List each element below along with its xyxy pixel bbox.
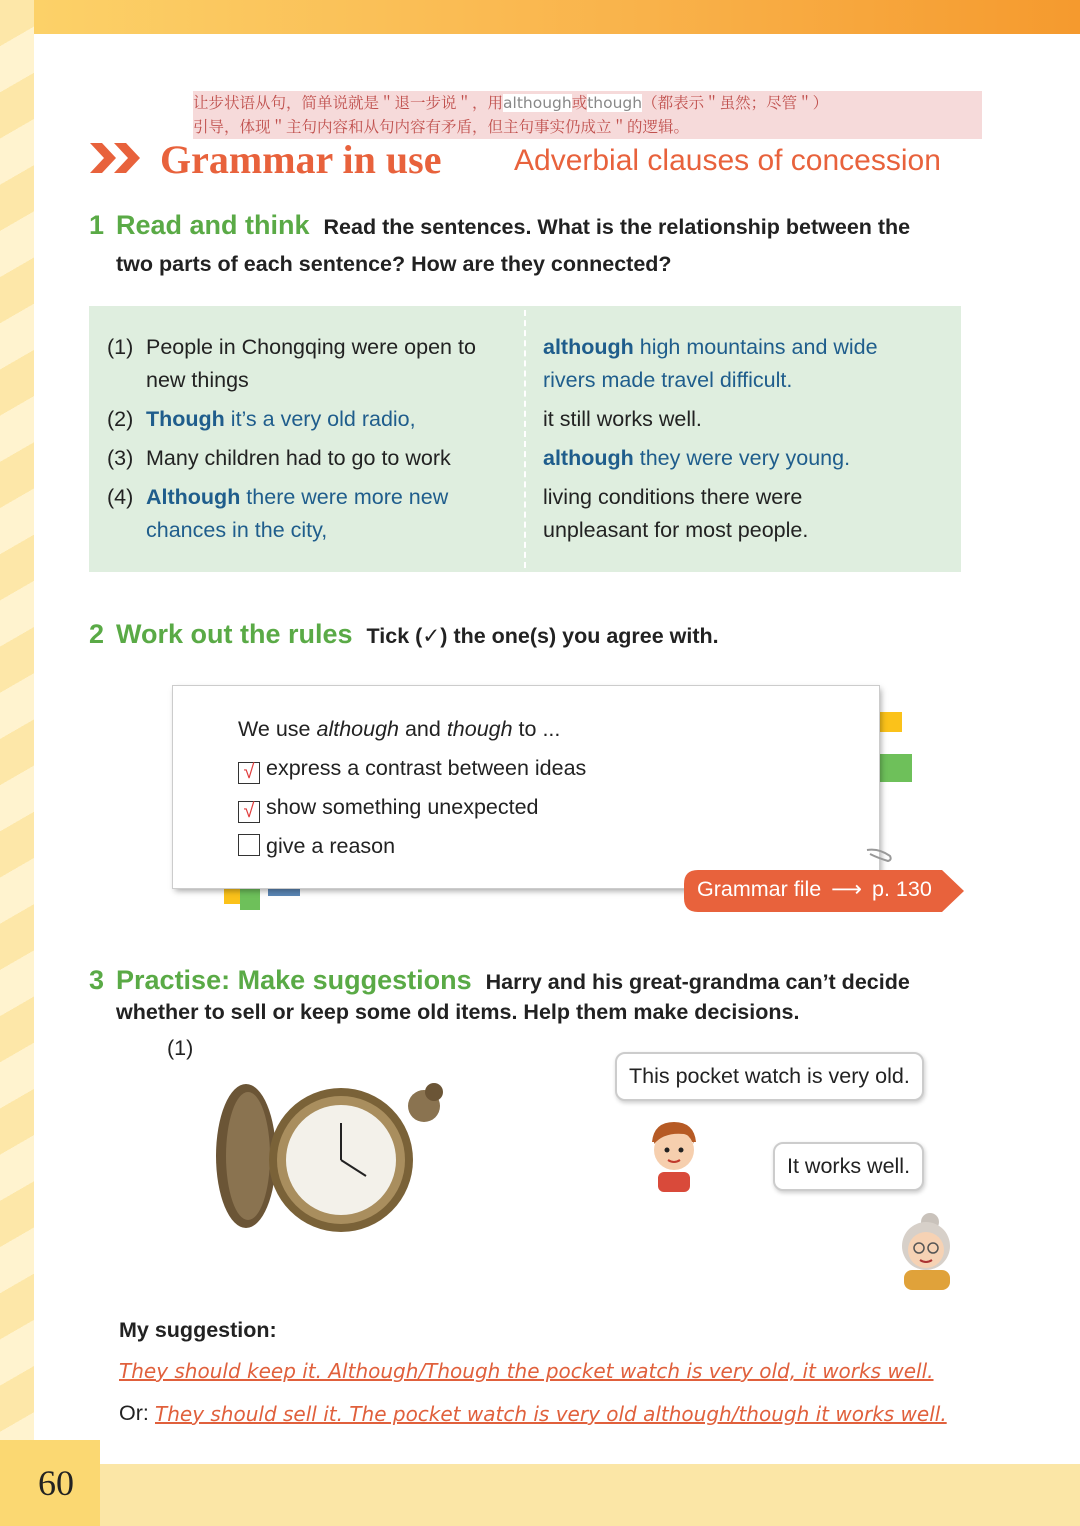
exercise-instruction-2: whether to sell or keep some old items. Help them make decisions. — [116, 1000, 800, 1024]
rule-option[interactable] — [238, 756, 586, 784]
row-left-text: there were more new — [240, 485, 449, 509]
exercise-2-heading — [89, 619, 719, 650]
row-left — [146, 403, 416, 436]
exercise-3-heading — [89, 965, 910, 996]
rules-intro-text: and — [398, 717, 447, 741]
section-title: Grammar in use — [160, 137, 442, 182]
rules-intro — [238, 717, 560, 742]
keyword: Although — [146, 485, 241, 509]
keyword: although — [543, 335, 634, 359]
row-left-text: it’s a very old radio, — [224, 407, 416, 431]
row-right — [543, 331, 878, 397]
arrow-right-icon: ⟶ — [831, 877, 863, 901]
checkbox[interactable]: √ — [238, 801, 260, 823]
harry-avatar — [644, 1118, 704, 1194]
left-border — [0, 0, 34, 1526]
decor-tab — [878, 712, 902, 732]
section-subtitle: Adverbial clauses of concession — [514, 144, 941, 177]
option-label: express a contrast between ideas — [266, 756, 587, 780]
row-number: (3) — [107, 446, 134, 470]
row-left — [146, 331, 476, 397]
exercise-title: Read and think — [116, 210, 310, 240]
note-word: although — [503, 94, 572, 112]
row-right-line: rivers made travel difficult. — [543, 368, 793, 392]
row-right — [543, 481, 808, 547]
handwritten-answer-1: They should keep it. Although/Though the pocket watch is very old, it works well. — [119, 1359, 934, 1383]
rule-option[interactable] — [238, 795, 539, 823]
option-label: give a reason — [266, 834, 396, 858]
row-right-line: unpleasant for most people. — [543, 518, 809, 542]
speech-bubble-grandma: It works well. — [773, 1142, 924, 1191]
row-left — [146, 481, 448, 547]
row-number: (4) — [107, 485, 134, 509]
handwritten-answer-2: They should sell it. The pocket watch is very old although/though it works well. — [155, 1402, 947, 1426]
note-word: though — [587, 94, 643, 112]
note-text: （都表示＂虽然；尽管＂） — [642, 94, 829, 112]
exercise-instruction: Harry and his great-grandma can’t decide — [485, 970, 910, 994]
keyword: Though — [146, 407, 225, 431]
note-line2: 引导，体现＂主句内容和从句内容有矛盾，但主句事实仍成立＂的逻辑。 — [193, 118, 690, 136]
pocket-watch-image — [206, 1078, 456, 1234]
row-left: Many children had to go to work — [146, 446, 451, 470]
exercise-number: 3 — [89, 965, 105, 995]
or-label: Or: — [119, 1401, 149, 1425]
exercise-instruction-2: two parts of each sentence? How are they connected? — [116, 252, 672, 276]
suggestion-label: My suggestion: — [119, 1318, 277, 1342]
row-right: it still works well. — [543, 407, 702, 431]
page-number: 60 — [38, 1463, 74, 1503]
exercise-number: 2 — [89, 619, 105, 649]
exercise-number: 1 — [89, 210, 105, 240]
grammar-file-label: Grammar file — [697, 877, 822, 901]
row-left-line: new things — [146, 368, 249, 392]
note-text: 让步状语从句，简单说就是＂退一步说＂，用 — [193, 94, 504, 112]
rule-option[interactable] — [238, 834, 395, 859]
item-number: (1) — [167, 1036, 194, 1060]
rules-intro-text: We use — [238, 717, 317, 741]
top-border — [0, 0, 1080, 34]
paperclip-icon — [864, 846, 894, 864]
row-left-line: People in Chongqing were open to — [146, 335, 476, 359]
exercise-1-heading — [89, 210, 910, 241]
exercise-title: Work out the rules — [116, 619, 353, 649]
option-label: show something unexpected — [266, 795, 539, 819]
keyword: although — [543, 446, 634, 470]
rules-intro-text: to ... — [512, 717, 561, 741]
row-right-text: they were very young. — [633, 446, 851, 470]
annotation-note — [193, 91, 982, 139]
exercise-title: Practise: Make suggestions — [116, 965, 472, 995]
row-number: (2) — [107, 407, 134, 431]
table-divider — [524, 310, 526, 568]
rules-intro-word: although — [316, 717, 399, 741]
grandma-avatar — [890, 1212, 962, 1292]
checkbox[interactable]: √ — [238, 762, 260, 784]
note-text: 或 — [571, 94, 588, 112]
exercise-instruction: Tick (✓) the one(s) you agree with. — [366, 624, 719, 648]
row-number: (1) — [107, 335, 134, 359]
checkbox[interactable] — [238, 834, 260, 856]
grammar-file-page: p. 130 — [872, 877, 932, 901]
row-right — [543, 442, 850, 475]
speech-bubble-harry: This pocket watch is very old. — [615, 1052, 924, 1101]
row-right-line: living conditions there were — [543, 485, 803, 509]
row-left-line: chances in the city, — [146, 518, 328, 542]
exercise-instruction: Read the sentences. What is the relationship between the — [323, 215, 911, 239]
row-right-text: high mountains and wide — [633, 335, 878, 359]
rules-intro-word: though — [446, 717, 513, 741]
decor-tab — [878, 754, 912, 782]
double-arrow-icon — [88, 141, 144, 175]
grammar-file-link[interactable] — [697, 877, 932, 902]
